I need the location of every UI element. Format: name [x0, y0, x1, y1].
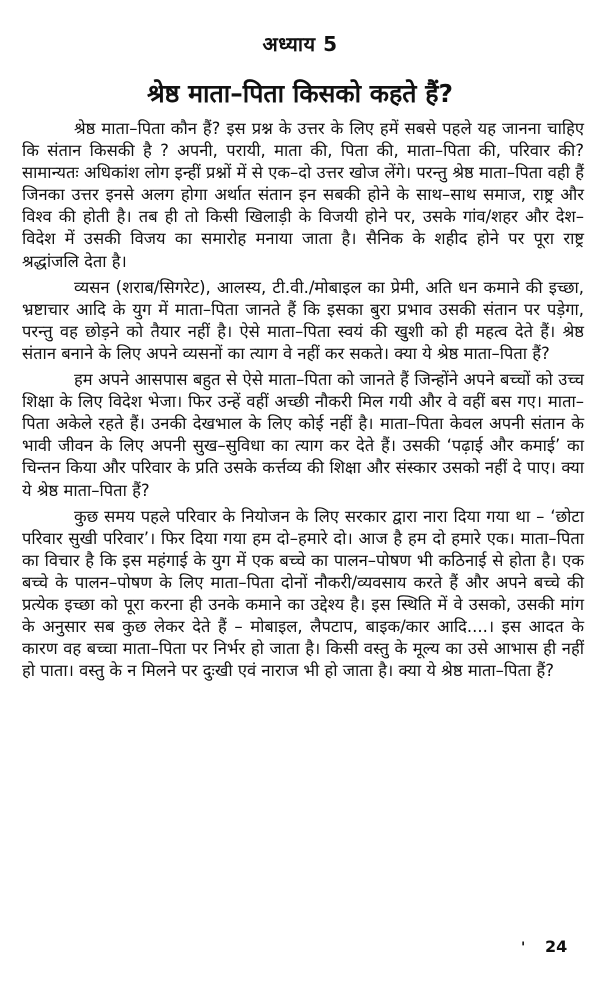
page-number: 24: [545, 937, 568, 956]
paragraph-3: हम अपने आसपास बहुत से ऐसे माता–पिता को जानते हैं जिन्होंने अपने बच्चों को उच्च शिक्षा के लिए विदेश भेजा। फिर उन्हें वहीं अच्छी नौकरी मिल गयी और वे वहीं बस गए। माता–पिता अकेले रहते हैं। उनकी देखभाल के लिए कोई नहीं है। माता–पिता केवल अपनी संतान के भावी जीवन के लिए अपनी सुख–सुविधा का त्याग कर देते हैं। उसकी ‘पढ़ाई और कमाई’ का चिन्तन किया और परिवार के प्रति उसके कर्त्तव्य की शिक्षा और संस्कार उसको नहीं दे पाए। क्या ये श्रेष्ठ माता–पिता हैं?: [22, 370, 584, 500]
body-text: [22, 118, 584, 686]
chapter-label: अध्याय 5: [262, 32, 338, 56]
paragraph-4: कुछ समय पहले परिवार के नियोजन के लिए सरकार द्वारा नारा दिया गया था – ‘छोटा परिवार सुखी परिवार’। फिर दिया गया हम दो–हमारे दो। आज है हम दो हमारे एक। माता–पिता का विचार है कि इस महंगाई के युग में एक बच्चे का पालन–पोषण भी कठिनाई से होता है। एक बच्चे के पालन–पोषण के लिए माता–पिता दोनों नौकरी/व्यवसाय करते हैं और अपने बच्चे की प्रत्येक इच्छा को पूरा करना ही उनके कमाने का उद्देश्य है। इस स्थिति में वे उसको, उसकी मांग के अनुसार सब कुछ लेकर देते हैं – मोबाइल, लैपटाप, बाइक/कार आदि....। इस आदत के कारण वह बच्चा माता–पिता पर निर्भर हो जाता है। किसी वस्तु के मूल्य का उसे आभास ही नहीं हो पाता। वस्तु के न मिलने पर दुःखी एवं नाराज भी हो जाता है। क्या ये श्रेष्ठ माता–पिता हैं?: [22, 506, 584, 681]
paragraph-1: श्रेष्ठ माता–पिता कौन हैं? इस प्रश्न के उत्तर के लिए हमें सबसे पहले यह जानना चाहिए कि संतान किसकी है ? अपनी, परायी, माता की, पिता की, माता–पिता की, परिवार की? सामान्यतः अधिकांश लोग इन्हीं प्रश्नों में से एक–दो उत्तर खोज लेंगे। परन्तु श्रेष्ठ माता–पिता वही हैं जिनका उत्तर इनसे अलग होगा अर्थात संतान इन सबकी होने के साथ–साथ समाज, राष्ट्र और विश्व की होती है। तब ही तो किसी खिलाड़ी के विजयी होने पर, उसके गांव/शहर और देश–विदेश में उसकी विजय का समारोह मनाया जाता है। सैनिक के शहीद होने पर पूरा राष्ट्र श्रद्धांजलि देता है।: [22, 119, 584, 271]
paragraph-2: व्यसन (शराब/सिगरेट), आलस्य, टी.वी./मोबाइल का प्रेमी, अति धन कमाने की इच्छा, भ्रष्टाचार आदि के युग में माता–पिता जानते हैं कि इसका बुरा प्रभाव उसकी संतान पर पड़ेगा, परन्तु वह छोड़ने को तैयार नहीं है। ऐसे माता–पिता स्वयं की खुशी को ही महत्व देते हैं। श्रेष्ठ संतान बनाने के लिए अपने व्यसनों का त्याग वे नहीं कर सकते। क्या ये श्रेष्ठ माता–पिता हैं?: [22, 277, 584, 363]
page-mark: ': [521, 940, 526, 956]
chapter-title: श्रेष्ठ माता–पिता किसको कहते हैं?: [146, 79, 454, 108]
